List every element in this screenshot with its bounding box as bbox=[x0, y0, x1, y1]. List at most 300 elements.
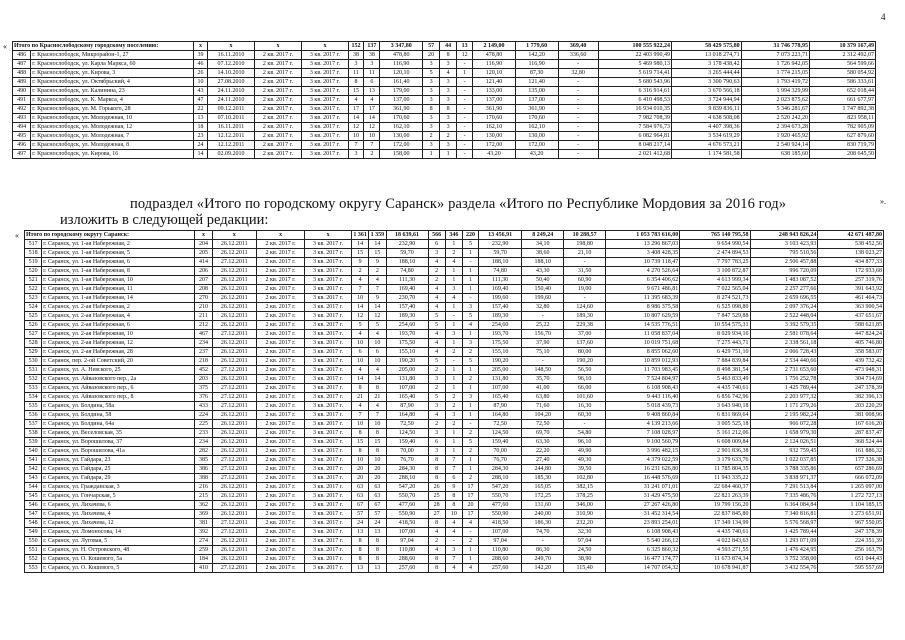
table-cell: 1 bbox=[423, 150, 440, 159]
table-cell: 17 bbox=[364, 105, 380, 114]
total-cell: x bbox=[305, 231, 352, 240]
table-cell: 4 bbox=[428, 546, 445, 555]
table-cell: 24,50 bbox=[564, 546, 606, 555]
table-cell: 4 bbox=[352, 276, 369, 285]
table-cell: 2 кв. 2017 г. bbox=[257, 483, 305, 492]
table-cell: 4 bbox=[428, 411, 445, 420]
table-cell: 287 837,47 bbox=[818, 429, 884, 438]
table-cell: 2 кв. 2017 г. bbox=[254, 96, 302, 105]
table-cell: 1 bbox=[445, 375, 462, 384]
total-cell: x bbox=[195, 231, 212, 240]
table-cell: 533 bbox=[25, 384, 42, 393]
table-cell: 1 bbox=[463, 411, 479, 420]
table-cell: 3 кв. 2017 г. bbox=[305, 537, 352, 546]
table-cell: 115,40 bbox=[564, 564, 606, 573]
table-cell: 4 bbox=[463, 564, 479, 573]
table-cell: 3 005 525,18 bbox=[680, 420, 750, 429]
table-cell: 7 524 804,97 bbox=[606, 375, 680, 384]
table-cell: 43 bbox=[193, 87, 208, 96]
table-cell: - bbox=[522, 357, 564, 366]
table-cell: 521 bbox=[25, 276, 42, 285]
table-cell: 10 bbox=[352, 339, 369, 348]
table-cell: 165,40 bbox=[479, 393, 522, 402]
table-cell: 19,00 bbox=[564, 285, 606, 294]
table-krasnoslobodsk bbox=[12, 41, 876, 159]
table-cell: 158,00 bbox=[380, 150, 423, 159]
table-cell: 3 кв. 2017 г. bbox=[305, 285, 352, 294]
table-cell: 24.11.2010 bbox=[208, 87, 254, 96]
table-cell: - bbox=[463, 528, 479, 537]
table-cell: 17 bbox=[463, 492, 479, 501]
table-row bbox=[13, 123, 876, 132]
table-cell: 6 bbox=[445, 474, 462, 483]
table-cell: 9 bbox=[369, 294, 386, 303]
table-row bbox=[13, 114, 876, 123]
table-cell: 8 bbox=[352, 384, 369, 393]
table-cell: 3 bbox=[440, 78, 457, 87]
table-row bbox=[13, 150, 876, 159]
table-cell: 8 bbox=[352, 537, 369, 546]
table-cell: 14 bbox=[352, 303, 369, 312]
table-cell: 4 bbox=[364, 96, 380, 105]
table-cell: 4 bbox=[445, 519, 462, 528]
table-row bbox=[25, 546, 884, 555]
table-cell: 2 bbox=[428, 267, 445, 276]
address-cell: г. Саранск, ул. 2-ая Набережная, 4 bbox=[42, 312, 195, 321]
table-cell: 1 bbox=[463, 276, 479, 285]
table-cell: 8 bbox=[445, 492, 462, 501]
table-cell: 26.12.2011 bbox=[212, 537, 256, 546]
total-cell: 566 bbox=[428, 231, 445, 240]
table-cell: 142,20 bbox=[522, 564, 564, 573]
table-cell: 274 bbox=[195, 537, 212, 546]
table-row bbox=[25, 537, 884, 546]
table-cell: 405 746,80 bbox=[818, 339, 884, 348]
address-cell: г. Саранск, ул. 2-ая Набережная, 6 bbox=[42, 321, 195, 330]
table-cell: 8 bbox=[445, 501, 462, 510]
table-row bbox=[13, 51, 876, 60]
table-cell: 1 bbox=[463, 249, 479, 258]
table-cell: 26.12.2011 bbox=[212, 438, 256, 447]
table-cell: 15 bbox=[369, 249, 386, 258]
table-row bbox=[13, 78, 876, 87]
table-cell: 433 bbox=[195, 402, 212, 411]
table-cell: 7 340 816,81 bbox=[750, 510, 818, 519]
table-cell: 3 300 790,63 bbox=[672, 78, 742, 87]
table-cell: 172,00 bbox=[380, 141, 423, 150]
table-cell: 288,60 bbox=[479, 555, 522, 564]
table-cell: 595 557,69 bbox=[818, 564, 884, 573]
table-cell: 9 443 116,40 bbox=[606, 393, 680, 402]
table-cell: 3 752 358,00 bbox=[750, 555, 818, 564]
table-cell: 2 540 924,14 bbox=[741, 141, 809, 150]
table-cell: 523 bbox=[25, 294, 42, 303]
table-cell: 188,10 bbox=[479, 258, 522, 267]
table-cell: 1 bbox=[445, 366, 462, 375]
table-cell: 6 525 098,80 bbox=[680, 303, 750, 312]
table-cell: 27,40 bbox=[522, 456, 564, 465]
table-row bbox=[25, 474, 884, 483]
table-cell: 8 bbox=[428, 465, 445, 474]
table-cell: 2 кв. 2017 г. bbox=[257, 339, 305, 348]
table-cell: 7 bbox=[445, 456, 462, 465]
table-cell: 7 797 783,25 bbox=[680, 258, 750, 267]
table-cell: 12 bbox=[352, 312, 369, 321]
table-cell: 190,20 bbox=[386, 357, 428, 366]
table-cell: 486 bbox=[13, 51, 31, 60]
address-cell: г. Саранск, ул. Ломоносова, 14 bbox=[42, 528, 195, 537]
table-cell: 3 bbox=[428, 402, 445, 411]
address-cell: г. Саранск, ул. Гайдара, 29 bbox=[42, 474, 195, 483]
table-cell: 12 bbox=[369, 312, 386, 321]
total-cell: 346 bbox=[445, 231, 462, 240]
table-cell: 15 bbox=[352, 249, 369, 258]
table-cell: 6 bbox=[369, 348, 386, 357]
address-cell: г. Саранск, ул. Ворошилова, 37 bbox=[42, 438, 195, 447]
page-number: 4 bbox=[881, 12, 886, 22]
table-cell: 155,10 bbox=[479, 348, 522, 357]
table-cell: 638 185,60 bbox=[741, 150, 809, 159]
table-cell: 8 048 217,14 bbox=[598, 141, 671, 150]
table-cell: 2 659 696,55 bbox=[750, 294, 818, 303]
table-cell: 2 кв. 2017 г. bbox=[257, 285, 305, 294]
address-cell: г. Саранск, ул. 1-ая Набережная, 8 bbox=[42, 267, 195, 276]
total-cell: 44 bbox=[440, 42, 457, 51]
table-cell: 193,70 bbox=[479, 330, 522, 339]
address-cell: г. Краснослободск, ул. Кирова, 3 bbox=[31, 69, 193, 78]
table-cell: 234 bbox=[195, 339, 212, 348]
table-cell: 104,20 bbox=[522, 411, 564, 420]
table-cell: 2 кв. 2017 г. bbox=[257, 276, 305, 285]
table-cell: 9 100 560,79 bbox=[606, 438, 680, 447]
table-cell: 16 448 576,69 bbox=[606, 474, 680, 483]
table-cell: 3 179 633,76 bbox=[680, 456, 750, 465]
table-cell: 6 856 742,96 bbox=[680, 393, 750, 402]
table-cell: 1 bbox=[463, 555, 479, 564]
table-cell: 22,20 bbox=[522, 447, 564, 456]
table-cell: 47 bbox=[193, 96, 208, 105]
address-cell: г. Саранск, ул. Веселовская, 35 bbox=[42, 429, 195, 438]
table-cell: - bbox=[558, 96, 598, 105]
table-cell: 491 bbox=[13, 96, 31, 105]
table-cell: 461 464,73 bbox=[818, 294, 884, 303]
table-cell: 7 bbox=[369, 411, 386, 420]
table-row bbox=[25, 312, 884, 321]
table-cell: 206 bbox=[195, 267, 212, 276]
table-cell: 3 кв. 2017 г. bbox=[305, 276, 352, 285]
table-cell: 10 bbox=[369, 456, 386, 465]
table-cell: 121,40 bbox=[473, 78, 516, 87]
table-cell: 627 879,60 bbox=[809, 132, 875, 141]
table-cell: 1 bbox=[463, 465, 479, 474]
total-cell: 8 249,24 bbox=[522, 231, 564, 240]
address-cell: г. Саранск, ул. Н. Островского, 48 bbox=[42, 546, 195, 555]
table-cell: 6 316 914,61 bbox=[598, 87, 671, 96]
table-cell: 8 498 381,54 bbox=[680, 366, 750, 375]
table-cell: 10 bbox=[352, 456, 369, 465]
table-cell: 1 bbox=[445, 276, 462, 285]
table-cell: 22 403 990,49 bbox=[598, 51, 671, 60]
table-cell: 2 кв. 2017 г. bbox=[257, 564, 305, 573]
address-cell: г. Саранск, ул. Айвазовского пер., 2а bbox=[42, 375, 195, 384]
table-cell: 3 кв. 2017 г. bbox=[305, 348, 352, 357]
table-cell: 6 bbox=[428, 438, 445, 447]
table-cell: 1 425 789,44 bbox=[750, 384, 818, 393]
table-cell: 172 933,68 bbox=[818, 267, 884, 276]
table-cell: 156,70 bbox=[522, 330, 564, 339]
table-cell: 4 bbox=[369, 276, 386, 285]
table-cell: 212 bbox=[195, 321, 212, 330]
address-cell: г. Саранск, ул. Болдина, 58 bbox=[42, 411, 195, 420]
table-cell: 1 174 581,58 bbox=[672, 150, 742, 159]
table-cell: 3 кв. 2017 г. bbox=[305, 483, 352, 492]
table-cell: 63 bbox=[352, 492, 369, 501]
table-cell: 3 кв. 2017 г. bbox=[305, 312, 352, 321]
table-cell: 477,60 bbox=[479, 501, 522, 510]
table-row bbox=[25, 285, 884, 294]
table-cell: 5 bbox=[428, 312, 445, 321]
table-cell: 1 bbox=[445, 321, 462, 330]
table-cell: 50,40 bbox=[522, 276, 564, 285]
table-cell: 392 bbox=[195, 528, 212, 537]
table-cell: 3 408 428,35 bbox=[606, 249, 680, 258]
table-cell: 157,40 bbox=[386, 303, 428, 312]
table-cell: 1 bbox=[463, 546, 479, 555]
table-cell: 208 645,50 bbox=[809, 150, 875, 159]
table-cell: 4 bbox=[445, 294, 462, 303]
table-cell: 18 bbox=[193, 123, 208, 132]
table-cell: 11 bbox=[348, 69, 364, 78]
table-cell: 489 bbox=[13, 78, 31, 87]
table-cell: 542 bbox=[25, 465, 42, 474]
table-cell: 4 bbox=[352, 330, 369, 339]
table-cell: 25,22 bbox=[522, 321, 564, 330]
table-cell: 256 163,79 bbox=[818, 546, 884, 555]
address-cell: г. Саранск, ул. Гайдара, 25 bbox=[42, 465, 195, 474]
table-cell: 439 732,42 bbox=[818, 357, 884, 366]
table-cell: 3 кв. 2017 г. bbox=[305, 294, 352, 303]
table-row bbox=[25, 456, 884, 465]
table-cell: 3 bbox=[348, 60, 364, 69]
table-cell: 8 bbox=[352, 555, 369, 564]
table-cell: 224 bbox=[195, 411, 212, 420]
table-cell: 208 bbox=[195, 285, 212, 294]
table-cell: 1 bbox=[463, 285, 479, 294]
table-cell: 547 bbox=[25, 510, 42, 519]
table-cell: 46 bbox=[193, 60, 208, 69]
table-cell: 2 bbox=[428, 384, 445, 393]
table-cell: 4 676 573,21 bbox=[672, 141, 742, 150]
table-cell: 2 кв. 2017 г. bbox=[257, 294, 305, 303]
table-cell: 2 bbox=[428, 420, 445, 429]
table-cell: 553 bbox=[25, 564, 42, 573]
table-cell: - bbox=[522, 312, 564, 321]
table-cell: 495 bbox=[13, 132, 31, 141]
total-cell: 220 bbox=[463, 231, 479, 240]
table-cell: 477,60 bbox=[386, 501, 428, 510]
table-row bbox=[25, 564, 884, 573]
table-cell: 27.12.2011 bbox=[212, 402, 256, 411]
table-cell: 69,70 bbox=[522, 429, 564, 438]
table-cell: 10 bbox=[348, 132, 364, 141]
table-cell: 361,90 bbox=[380, 105, 423, 114]
table-cell: 2 кв. 2017 г. bbox=[257, 447, 305, 456]
table-cell: 10 bbox=[352, 357, 369, 366]
table-cell: 165,40 bbox=[386, 393, 428, 402]
table-cell: 1 bbox=[445, 303, 462, 312]
table-cell: 284,30 bbox=[386, 465, 428, 474]
table-cell: 27 bbox=[428, 510, 445, 519]
table-cell: 2 кв. 2017 г. bbox=[257, 312, 305, 321]
table-cell: 541 bbox=[25, 456, 42, 465]
table-cell: 7 335 486,76 bbox=[750, 492, 818, 501]
table-cell: 497 bbox=[13, 150, 31, 159]
table-cell: 31,50 bbox=[564, 267, 606, 276]
table-cell: 9 839 836,11 bbox=[672, 105, 742, 114]
table-row bbox=[13, 96, 876, 105]
table-cell: 8 bbox=[428, 474, 445, 483]
table-cell: 3 838 971,37 bbox=[750, 474, 818, 483]
table-cell: 2 кв. 2017 г. bbox=[257, 474, 305, 483]
table-cell: 247 378,39 bbox=[818, 384, 884, 393]
table-cell: 2 кв. 2017 г. bbox=[254, 114, 302, 123]
table-cell: 488 bbox=[13, 69, 31, 78]
table-cell: 2 bbox=[445, 420, 462, 429]
table-cell: 131,80 bbox=[386, 375, 428, 384]
table-row bbox=[13, 60, 876, 69]
table-cell: 3 724 944,94 bbox=[672, 96, 742, 105]
table-cell: 16.11.2010 bbox=[208, 51, 254, 60]
table-cell: 4 435 740,61 bbox=[680, 384, 750, 393]
table-cell: 26.12.2011 bbox=[212, 357, 256, 366]
total-cell: 31 746 778,95 bbox=[741, 42, 809, 51]
table-cell: 10 807 629,59 bbox=[606, 312, 680, 321]
table-cell: 3 bbox=[423, 78, 440, 87]
table-cell: 157,40 bbox=[479, 303, 522, 312]
table-cell: 161 886,32 bbox=[818, 447, 884, 456]
table-cell: - bbox=[558, 123, 598, 132]
address-cell: г. Краснослободск, ул. Молодежная, 10 bbox=[31, 114, 193, 123]
table-cell: 124,50 bbox=[386, 429, 428, 438]
table-cell: 3 bbox=[428, 375, 445, 384]
table-cell: 198,80 bbox=[564, 240, 606, 249]
table-row bbox=[25, 519, 884, 528]
table-cell: 2 кв. 2017 г. bbox=[257, 249, 305, 258]
table-cell: 2 bbox=[423, 132, 440, 141]
table-cell: 2 203 977,32 bbox=[750, 393, 818, 402]
table-cell: 9 671 486,81 bbox=[606, 285, 680, 294]
table-cell: 2 кв. 2017 г. bbox=[257, 303, 305, 312]
table-cell: 4 613 999,34 bbox=[680, 276, 750, 285]
table-cell: 5 576 568,97 bbox=[750, 519, 818, 528]
table-cell: 142,20 bbox=[515, 51, 558, 60]
table-cell: 2 кв. 2017 г. bbox=[257, 366, 305, 375]
table-cell: 2 bbox=[428, 276, 445, 285]
table-cell: 3 кв. 2017 г. bbox=[305, 303, 352, 312]
table-cell: 124,60 bbox=[564, 303, 606, 312]
table-cell: 12 bbox=[457, 51, 473, 60]
table-cell: 80,00 bbox=[564, 348, 606, 357]
table-cell: 188,10 bbox=[522, 258, 564, 267]
table-cell: 31 452 314,54 bbox=[606, 510, 680, 519]
table-cell: 25 bbox=[428, 492, 445, 501]
table-cell: 661 677,97 bbox=[809, 96, 875, 105]
table-cell: 179,00 bbox=[380, 87, 423, 96]
table-cell: 2 474 894,53 bbox=[680, 249, 750, 258]
table-cell: 87,90 bbox=[386, 402, 428, 411]
table-cell: 2 bbox=[463, 348, 479, 357]
table-cell: 17 349 134,99 bbox=[680, 519, 750, 528]
table-cell: 7 022 565,04 bbox=[680, 285, 750, 294]
table-cell: 1 272 727,13 bbox=[818, 492, 884, 501]
table-cell: 218 bbox=[195, 357, 212, 366]
table-cell: 2 bbox=[369, 267, 386, 276]
table-cell: 38,60 bbox=[522, 249, 564, 258]
total-cell: 13 456,91 bbox=[479, 231, 522, 240]
table-cell: 10 bbox=[369, 420, 386, 429]
total-cell: 1 361 bbox=[353, 232, 367, 238]
table-row bbox=[25, 276, 884, 285]
table-cell: 124,50 bbox=[479, 429, 522, 438]
table-cell: 7 847 529,88 bbox=[680, 312, 750, 321]
address-cell: г. Саранск, ул. 1-ая Набережная, 5 bbox=[42, 249, 195, 258]
table-cell: 4 bbox=[428, 258, 445, 267]
table-cell: 3 bbox=[428, 447, 445, 456]
table-cell: 8 bbox=[369, 429, 386, 438]
table-cell: 9 bbox=[445, 483, 462, 492]
table-cell: 7 275 443,71 bbox=[680, 339, 750, 348]
table-cell: 20 bbox=[369, 465, 386, 474]
table-cell: 116,90 bbox=[473, 60, 516, 69]
total-cell: x bbox=[212, 231, 256, 240]
address-cell: г. Саранск, пер. 2-ой Советский, 20 bbox=[42, 357, 195, 366]
table-cell: 4 bbox=[445, 258, 462, 267]
table-cell: 215 bbox=[195, 492, 212, 501]
table-cell: 386 bbox=[195, 465, 212, 474]
table-cell: 2 кв. 2017 г. bbox=[254, 87, 302, 96]
address-cell: г. Саранск, ул. Болдина, 58а bbox=[42, 402, 195, 411]
table-cell: 336,60 bbox=[558, 51, 598, 60]
table-cell: - bbox=[457, 150, 473, 159]
table-cell: 4 379 022,59 bbox=[606, 456, 680, 465]
table-cell: 3 кв. 2017 г. bbox=[305, 267, 352, 276]
table-cell: 107,00 bbox=[386, 528, 428, 537]
table-cell: - bbox=[558, 105, 598, 114]
table-cell: - bbox=[445, 312, 462, 321]
total-cell: 10 288,57 bbox=[564, 231, 606, 240]
table-cell: 11 395 683,39 bbox=[606, 294, 680, 303]
table-cell: 437 651,67 bbox=[818, 312, 884, 321]
table-cell: 66,00 bbox=[564, 384, 606, 393]
table-cell: 2 bbox=[428, 366, 445, 375]
table-cell: 2 кв. 2017 г. bbox=[257, 510, 305, 519]
table-cell: 110,80 bbox=[386, 546, 428, 555]
table-cell: 4 bbox=[463, 321, 479, 330]
address-cell: г. Саранск, ул. Гончарская, 5 bbox=[42, 492, 195, 501]
table-cell: 368 524,44 bbox=[818, 438, 884, 447]
table-cell: 534 bbox=[25, 393, 42, 402]
table-cell: 189,30 bbox=[386, 312, 428, 321]
table-row bbox=[25, 420, 884, 429]
table-cell: 3 bbox=[463, 393, 479, 402]
table-cell: 4 bbox=[428, 330, 445, 339]
table-cell: 14.10.2010 bbox=[208, 69, 254, 78]
table-cell: 4 270 526,64 bbox=[606, 267, 680, 276]
address-cell: г. Саранск, ул. 2-ая Набережная, 2 bbox=[42, 303, 195, 312]
table-cell: 1 104 185,15 bbox=[818, 501, 884, 510]
table-cell: 17 bbox=[463, 510, 479, 519]
table-cell: 111,30 bbox=[386, 276, 428, 285]
